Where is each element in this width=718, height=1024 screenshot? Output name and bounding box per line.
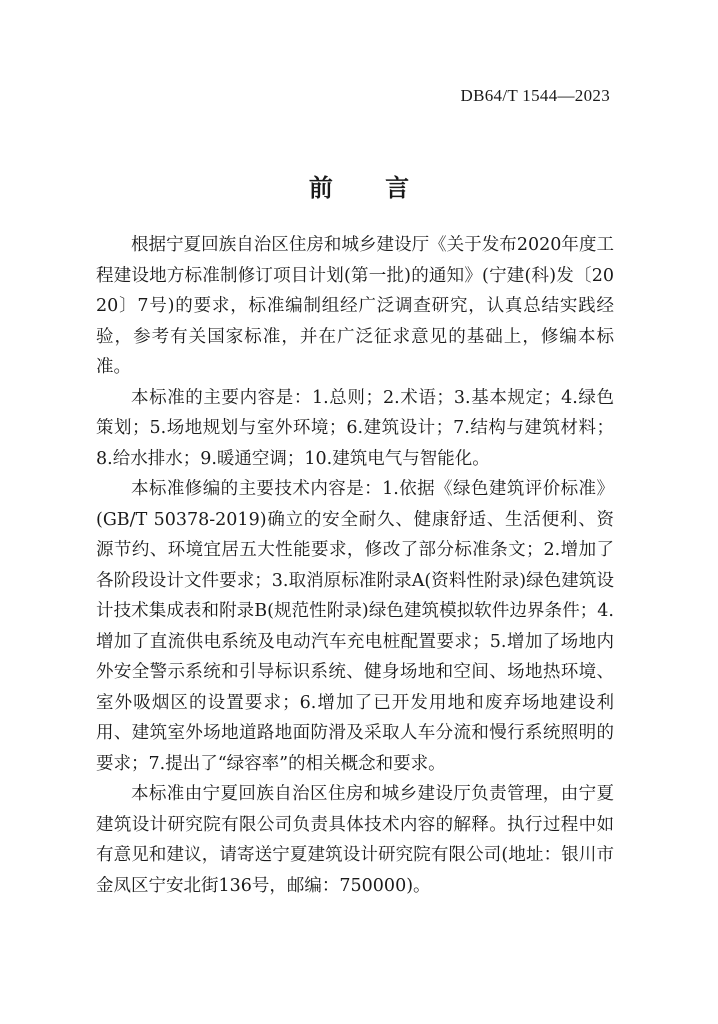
document-body [96,230,614,901]
paragraph-management: 本标准由宁夏回族自治区住房和城乡建设厅负责管理，由宁夏建筑设计研究院有限公司负责具体技术内容的解释。执行过程中如有意见和建议，请寄送宁夏建筑设计研究院有限公司(地址：银川市金凤区宁安北街136号，邮编：750000)。 [96,784,614,896]
paragraph-revisions: 本标准修编的主要技术内容是：1.依据《绿色建筑评价标准》(GB/T 50378-2019)确立的安全耐久、健康舒适、生活便利、资源节约、环境宜居五大性能要求，修改了部分标准条文；2.增加了各阶段设计文件要求；3.取消原标准附录A(资料性附录)绿色建筑设计技术集成表和附录B(规范性附录)绿色建筑模拟软件边界条件；4.增加了直流供电系统及电动汽车充电桩配置要求；5.增加了场地内外安全警示系统和引导标识系统、健身场地和空间、场地热环境、室外吸烟区的设置要求；6.增加了已开发用地和废弃场地建设利用、建筑室外场地道路地面防滑及采取人车分流和慢行系统照明的要求；7.提出了“绿容率”的相关概念和要求。 [96,479,614,774]
paragraph-basis: 根据宁夏回族自治区住房和城乡建设厅《关于发布2020年度工程建设地方标准制修订项目计划(第一批)的通知》(宁建(科)发〔2020〕7号)的要求，标准编制组经广泛调查研究，认真总结实践经验，参考有关国家标准，并在广泛征求意见的基础上，修编本标准。 [96,235,614,377]
page-title: 前 言 [308,174,432,202]
standard-number: DB64/T 1544—2023 [460,86,610,105]
paragraph-contents: 本标准的主要内容是：1.总则；2.术语；3.基本规定；4.绿色策划；5.场地规划与室外环境；6.建筑设计；7.结构与建筑材料；8.给水排水；9.暖通空调；10.建筑电气与智能化。 [96,387,614,469]
